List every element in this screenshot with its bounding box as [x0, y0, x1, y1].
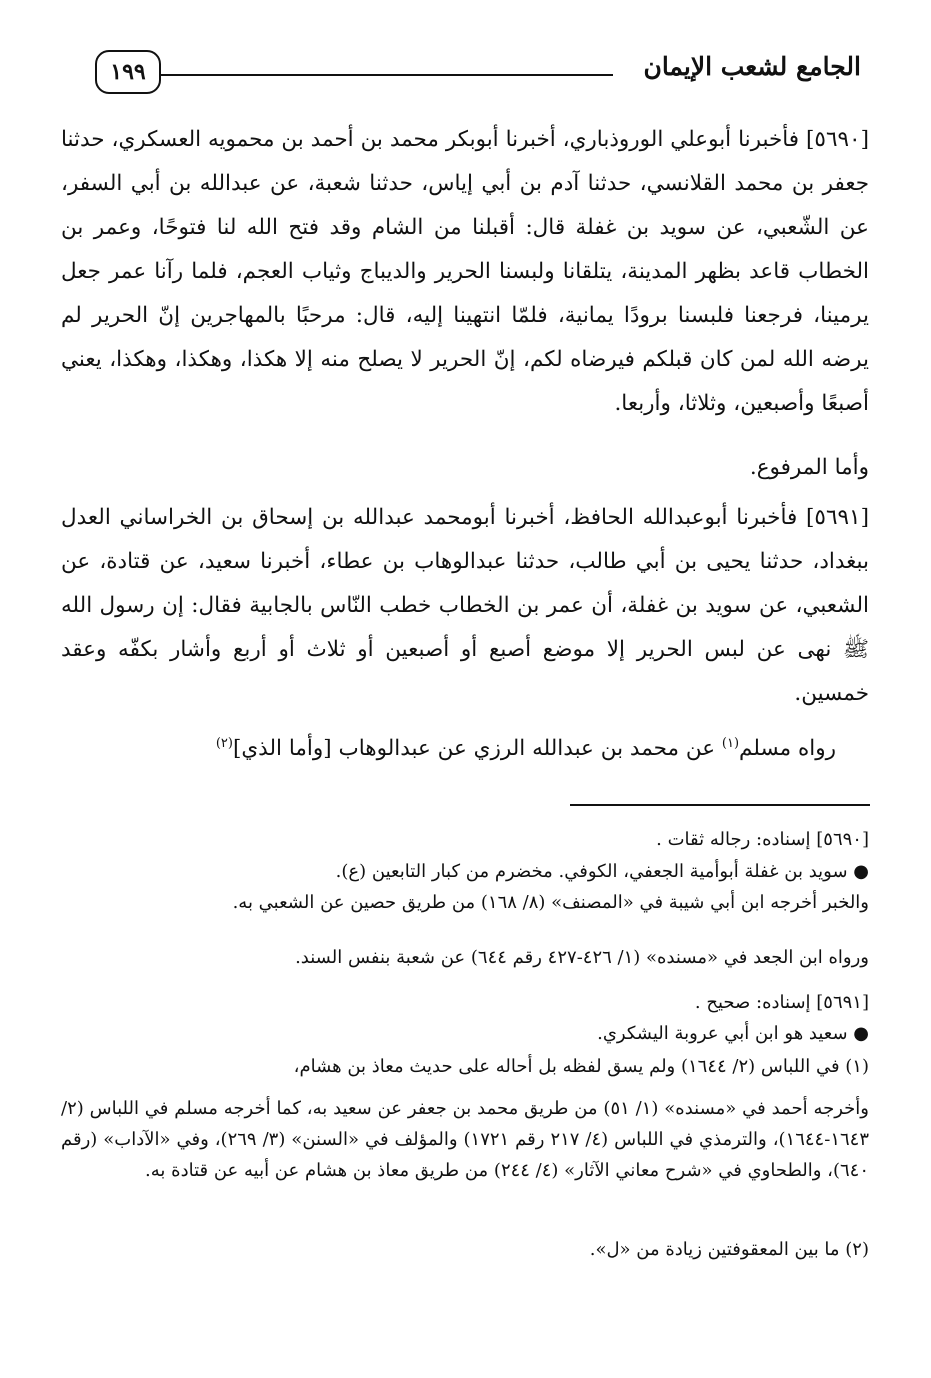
footnote-isnad-5690: [٥٦٩٠] إسناده: رجاله ثقات . — [656, 829, 869, 850]
header-rule — [160, 74, 613, 76]
running-header-title: الجامع لشعب الإيمان — [643, 52, 861, 81]
footnote-separator — [570, 804, 870, 806]
riwaya-line — [61, 722, 836, 771]
footnote-suwayd: ● سويد بن غفلة أبوأمية الجعفي، الكوفي. مخضرم من كبار التابعين (ع). — [335, 861, 869, 882]
hadith-5690: [٥٦٩٠] فأخبرنا أبوعلي الوروذباري، أخبرنا أبوبكر محمد بن أحمد بن محمويه العسكري، حدثنا جعفر بن محمد القلانسي، حدثنا آدم بن أبي إياس، حدثنا شعبة، عن عبدالله بن أبي السفر، عن الشّعبي، عن سويد بن غفلة قال: أقبلنا من الشام وقد فتح الله لنا فتوحًا، وعمر بن الخطاب قاعد بظهر المدينة، يتلقانا ولبسنا الحرير والديباج وثياب العجم، فلما رآنا عمر جعل يرمينا، فرجعنا فلبسنا برودًا يمانية، فلمّا انتهينا إليه، قال: مرحبًا بالمهاجرين إنّ الحرير لم يرضه الله لمن كان قبلكم فيرضاه لكم، إنّ الحرير لا يصلح منه إلا هكذا، وهكذا، وهكذا، يعني أصبعًا وأصبعين، وثلاثا، وأربعا. — [61, 127, 869, 416]
footnote-ref-2: (٢) — [215, 736, 233, 751]
footnote-isnad-5691: [٥٦٩١] إسناده: صحيح . — [694, 992, 869, 1013]
footnote-2: (٢) ما بين المعقوفتين زيادة من «ل». — [589, 1239, 869, 1260]
footnote-said: ● سعيد هو ابن أبي عروبة اليشكري. — [597, 1023, 869, 1044]
page-number-box — [95, 50, 161, 94]
footnote-1: (١) في اللباس (٢/ ١٦٤٤) ولم يسق لفظه بل أحاله على حديث معاذ بن هشام، — [293, 1056, 869, 1077]
footnote-ibn-abi-shaybah: والخبر أخرجه ابن أبي شيبة في «المصنف» (٨/ ١٦٨) من طريق حصين عن الشعبي به. — [232, 892, 869, 913]
footnote-1-continued: وأخرجه أحمد في «مسنده» (١/ ٥١) من طريق محمد بن جعفر عن سعيد به، كما أخرجه مسلم في اللباس (٢/ ١٦٤٣-١٦٤٤)، والترمذي في اللباس (٤/ ٢١٧ رقم ١٧٢١) والمؤلف في «السنن» (٣/ ٢٦٩)، وفي «الآداب» (رقم ٦٤٠)، والطحاوي في «شرح معاني الآثار» (٤/ ٢٤٤) من طريق معاذ بن هشام عن أبيه عن قتادة به. — [61, 1098, 869, 1181]
hadith-5691: [٥٦٩١] فأخبرنا أبوعبدالله الحافظ، أخبرنا أبومحمد عبدالله بن إسحاق بن الخراساني العدل ببغداد، حدثنا يحيى بن أبي طالب، حدثنا عبدالوهاب بن عطاء، أخبرنا سعيد، عن قتادة، عن الشعبي، عن سويد بن غفلة، أن عمر بن الخطاب خطب النّاس بالجابية فقال: إن رسول الله ﷺ نهى عن لبس الحرير إلا موضع أصبع أو أصبعين أو ثلاث أو أربع وأشار بكفّه وعقد خمسين. — [61, 505, 869, 706]
page-number: ١٩٩ — [110, 59, 146, 85]
footnote-ref-1: (١) — [721, 736, 740, 751]
riwaya-text-b: عن محمد بن عبدالله الرزي عن عبدالوهاب [وأما الذي] — [232, 736, 722, 762]
riwaya-text-a: رواه مسلم — [739, 736, 836, 762]
footnote-ibn-aljad: ورواه ابن الجعد في «مسنده» (١/ ٤٢٦-٤٢٧ رقم ٦٤٤) عن شعبة بنفس السند. — [295, 947, 869, 968]
marfu-heading: وأما المرفوع. — [749, 455, 869, 480]
